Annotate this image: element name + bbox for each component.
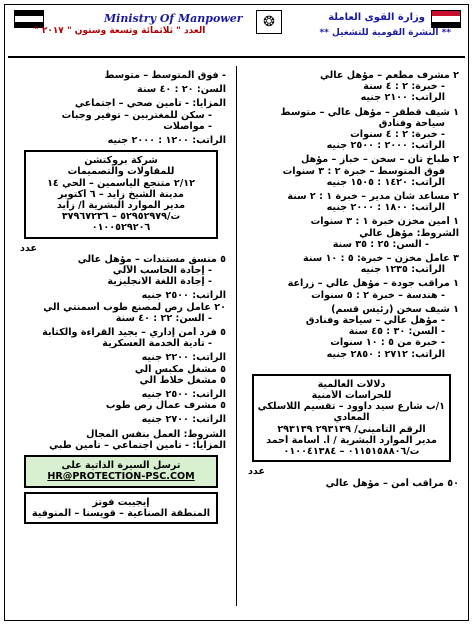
job-line: ١ شيف قطقر – مؤهل عالي – متوسط	[280, 106, 459, 118]
job-line: ٥ منسق مستندات – مؤهل عالي	[77, 253, 226, 265]
job-line: ٥ مشرف عمال رص طوب	[105, 400, 226, 412]
job-line: ١ مراقب جودة – مؤهل عالي – زراعة	[287, 278, 459, 290]
job-line: - مؤهل عالي – سياحة وفنادق	[305, 315, 445, 327]
company-box-protection	[24, 150, 218, 238]
job-line: - سكن للمغتربين – توفير وجبات	[61, 109, 212, 121]
job-line: فوق المتوسط – خبرة ٢ : ٣ سنوات	[282, 165, 445, 177]
company-line: للحراسات الأمنية	[311, 390, 392, 402]
left-job-list-mid	[16, 254, 226, 451]
job-line: - السن: ٢٢ : ٤٠ سنة	[115, 312, 212, 324]
egypt-flag-icon	[431, 10, 461, 28]
job-line: - خبرة من ٥ : ١٠ سنوات	[330, 337, 445, 349]
job-line: الراتب: ٢٥٠٠ جنيه	[141, 389, 226, 401]
company-line: المعادي	[333, 412, 370, 424]
job-line: ٢ مشرف مطعم – مؤهل عالي	[319, 70, 459, 81]
count-label: عدد	[20, 242, 38, 254]
ministry-arabic: وزارة القوى العاملة	[328, 12, 425, 23]
job-line: - هندسة – خبرة ٢ : ٥ سنوات	[311, 289, 445, 301]
company-line: إيجيبت فوتز	[92, 496, 150, 508]
job-line: - إجادة الحاسب الآلي	[112, 265, 212, 277]
job-line: - تأدية الخدمة العسكرية	[102, 338, 212, 350]
company-line: دلالات العالمية	[317, 378, 386, 390]
job-line: الراتب: ١٨٠٠ : ٢٠٠٠ جنيه	[326, 202, 445, 214]
column-divider	[236, 66, 237, 606]
company-line: المنطقة الصناعية – قويسنا – المنوفية	[31, 507, 211, 519]
cv-instruction: ترسل السيرة الذاتية على	[61, 460, 181, 472]
job-line: ١ أمين مخزن خبرة ١ : ٣ سنوات	[310, 216, 459, 228]
company-box-delalat	[252, 374, 451, 462]
job-line: ٥ فرد أمن إداري – يجيد القراءة والكتابة	[42, 327, 226, 339]
right-job-list	[244, 70, 459, 360]
job-line: - خبرة: ٢ : ٤ سنة	[363, 81, 445, 93]
job-line: ٥٠ مراقب أمن – مؤهل عالي	[325, 477, 459, 489]
job-line: ١ شيف سخن (رئيس قسم)	[331, 303, 459, 315]
job-line: الراتب: ٢١٠٠ جنيه	[360, 92, 445, 104]
job-line: - فوق المتوسط – متوسط	[104, 70, 226, 81]
job-line: السن: ٢٠ : ٤٠ سنة	[137, 84, 226, 96]
email-link[interactable]: HR@PROTECTION-PSC.COM	[47, 471, 195, 483]
count-label: عدد	[248, 466, 266, 478]
job-line: الراتب: ١٢٠٠ : ٢٠٠٠ جنيه	[107, 135, 226, 147]
left-job-list-top	[16, 70, 226, 146]
company-line: الرقم التأميني/ ٢٩٣١٣٩ ٢٩٣١٣٩	[277, 423, 426, 435]
company-line: ت/٠١١٥١٥٨٨٠٦ – ٠١٠٠٤١٣٨٤	[283, 446, 420, 458]
job-line: ٣ عامل مخزن – خبرة: ٥ : ١٠ سنة	[303, 253, 459, 265]
company-line: شركة بروكتشن	[84, 155, 158, 167]
company-line: ت/٥٢٩٥٢٩٧٩ – ٣٧٩٦٧٢٣٦	[61, 211, 181, 223]
job-line: الراتب: ٢٧١٢ : ٢٨٥٠ جنيه	[326, 348, 445, 360]
job-line: - مواصلات	[163, 120, 212, 132]
job-line: الشروط: مؤهل عالي	[359, 227, 459, 239]
company-line: ٢/١٢ متنجع الياسمين – الحي ١٤	[47, 177, 195, 189]
job-line: الراتب: ١٤٢٠ : ١٥٠٥ جنيه	[326, 176, 445, 188]
job-line: الراتب: ٢٥٠٠ جنيه	[141, 290, 226, 302]
job-line: سياحة وفنادق	[378, 117, 445, 129]
ministry-english: Ministry Of Manpower	[104, 12, 243, 25]
job-line: ٢ مساعد شان مدير – خبرة ١ : ٢ سنة	[287, 191, 459, 203]
job-line: الراتب: ٢٠٠٠ : ٢٥٠٠ جنيه	[326, 140, 445, 152]
company-line: ٠١٠٠٥٢٩٢٠٦	[91, 222, 151, 234]
job-line: ٢ طباخ تان – سخن – خباز – مؤهل	[301, 154, 459, 166]
job-line: الراتب: ٢٢٠٠ جنيه	[141, 352, 226, 364]
job-line: الشروط: العمل بنفس المجال	[86, 428, 226, 440]
job-line: الراتب: ١٢٣٥ جنيه	[360, 264, 445, 276]
job-line: الراتب: ٢٧٠٠ جنيه	[141, 414, 226, 426]
cv-box	[24, 455, 218, 487]
company-box-egypt-foods	[24, 492, 218, 524]
job-line: ٥ مشغل خلاط آلي	[139, 374, 226, 386]
eagle-emblem-icon: ❂	[256, 10, 282, 34]
company-line: مدينة الشيخ زايد – ٦ أكتوبر	[58, 188, 184, 200]
company-line: ١/ب شارع سيد داوود – تقسيم اللاسلكي	[258, 401, 445, 413]
job-line: المزايا: - تأمين اجتماعي – تأمين طبي	[49, 439, 226, 451]
company-line: مدير الموارد البشرية / أ. أسامة أحمد	[266, 434, 437, 446]
job-line: ٢٠ عامل رص لمصنع طوب أسمنتي آلي	[43, 301, 226, 313]
company-line: للمقاولات والتصميمات	[67, 166, 175, 178]
job-line: - السن: ٢٥ : ٣٥ سنة	[332, 238, 429, 250]
job-line: - إجادة اللغة الانجليزية	[107, 276, 212, 288]
right-column	[244, 70, 459, 489]
bulletin-title: ** النشرة القومية للتشغيل **	[319, 28, 451, 38]
header-rule	[8, 56, 465, 58]
job-line: - خبرة: ٢ : ٤ سنوات	[350, 129, 445, 141]
job-line: - السن: ٣٠ : ٤٥ سنة	[348, 326, 445, 338]
job-line: ٥ مشغل مكبس آلي	[134, 363, 226, 375]
issue-number: العدد " ثلاثمائة وتسعة وستون " ٢٠١٧ "	[34, 26, 206, 36]
job-line: المزايا: - تأمين صحي – اجتماعي	[74, 98, 226, 110]
left-column	[16, 70, 226, 528]
company-line: مدير الموارد البشرية أ/ زايد	[56, 200, 186, 212]
